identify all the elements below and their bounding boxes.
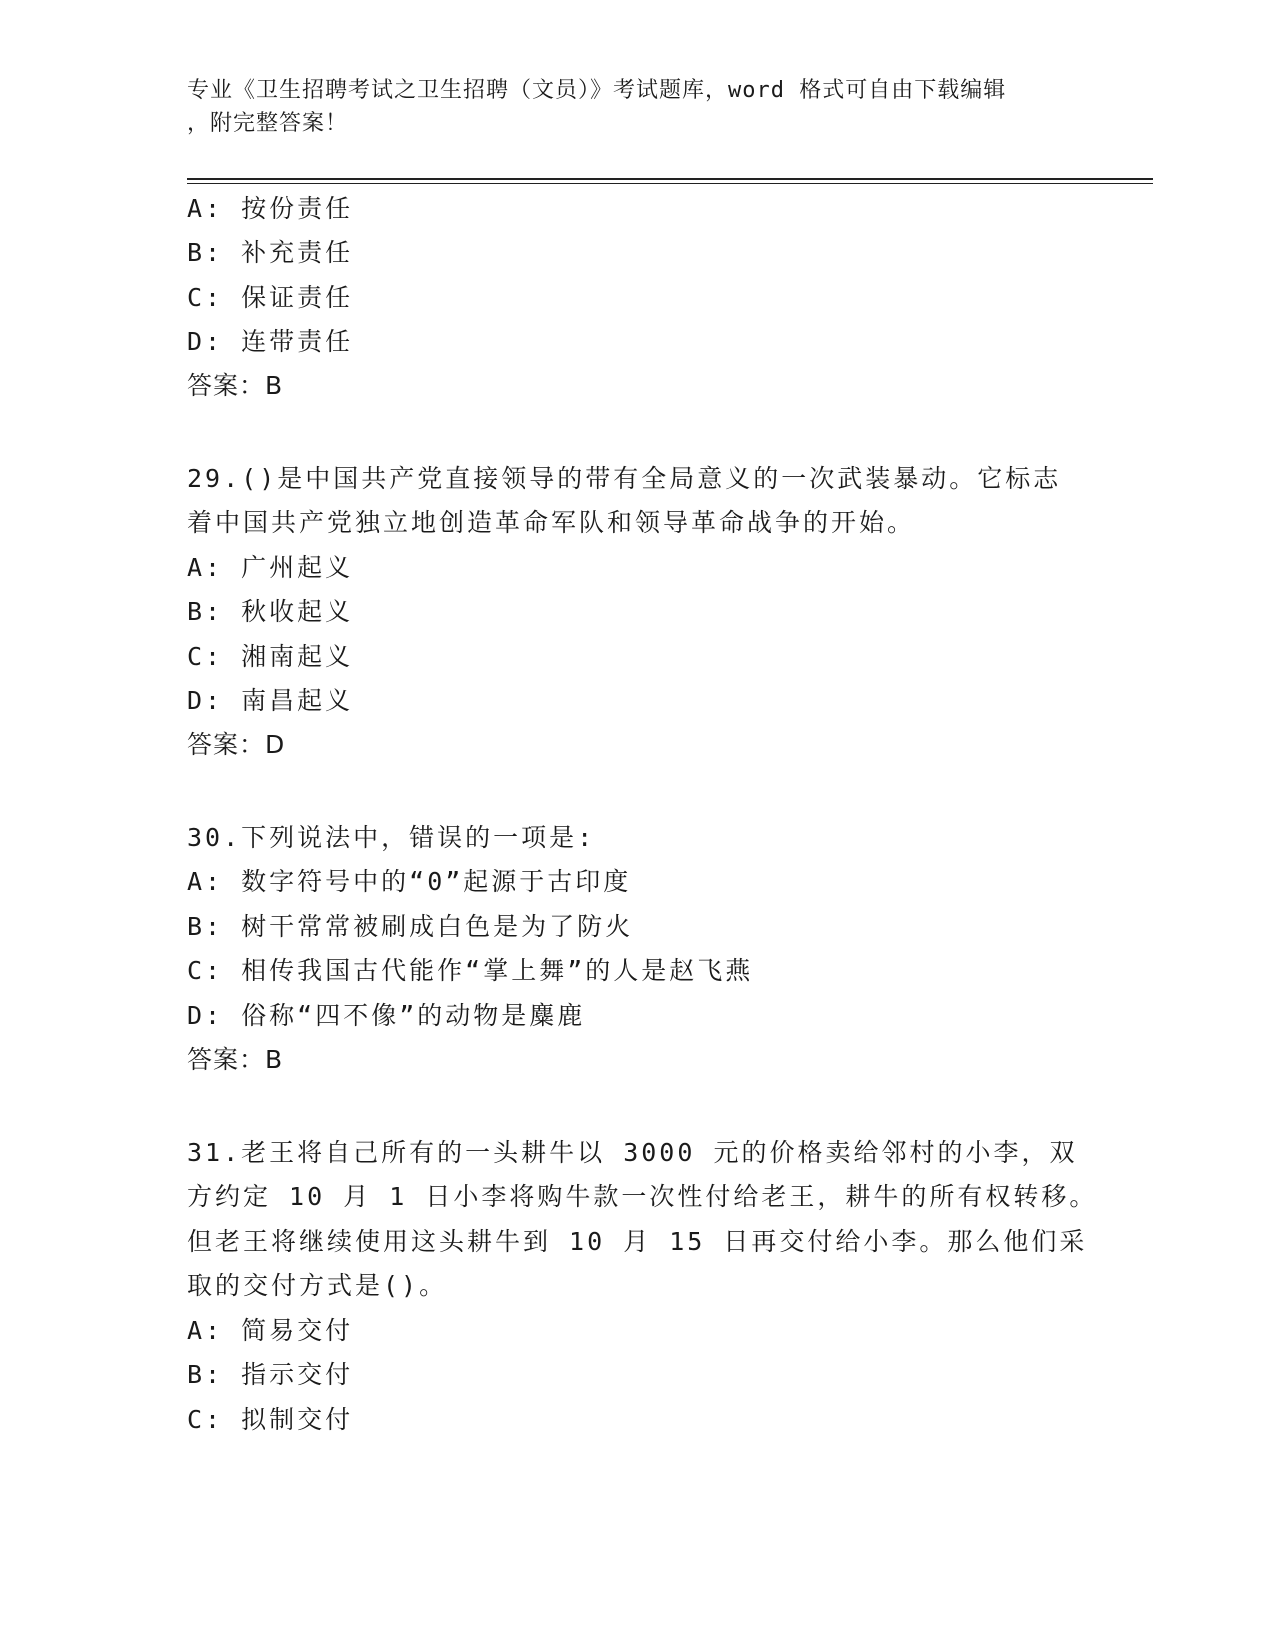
q31-option-a: A: 简易交付 bbox=[187, 1316, 354, 1345]
q31-stem-line-3: 但老王将继续使用这头耕牛到 10 月 15 日再交付给小李。那么他们采 bbox=[187, 1227, 1088, 1256]
prev-option-b: B: 补充责任 bbox=[187, 238, 354, 267]
q31-option-c: C: 拟制交付 bbox=[187, 1405, 354, 1434]
q30-option-d: D: 俗称“四不像”的动物是麋鹿 bbox=[187, 1001, 586, 1030]
q29-option-c: C: 湘南起义 bbox=[187, 642, 354, 671]
prev-option-a: A: 按份责任 bbox=[187, 194, 354, 223]
q31-stem-line-4: 取的交付方式是()。 bbox=[187, 1271, 448, 1300]
q31-option-b: B: 指示交付 bbox=[187, 1360, 354, 1389]
q31-stem-line-1: 31.老王将自己所有的一头耕牛以 3000 元的价格卖给邻村的小李，双 bbox=[187, 1138, 1078, 1167]
q29-stem-line-2: 着中国共产党独立地创造革命军队和领导革命战争的开始。 bbox=[187, 508, 916, 537]
header-line-2: ，附完整答案！ bbox=[187, 111, 349, 136]
q30-option-a: A: 数字符号中的“0”起源于古印度 bbox=[187, 867, 632, 896]
q30-stem: 30.下列说法中，错误的一项是: bbox=[187, 823, 596, 852]
q29-answer: 答案：D bbox=[187, 730, 286, 759]
prev-option-d: D: 连带责任 bbox=[187, 327, 354, 356]
q29-stem-line-1: 29.()是中国共产党直接领导的带有全局意义的一次武装暴动。它标志 bbox=[187, 464, 1062, 493]
header-divider-thin bbox=[187, 183, 1153, 184]
q29-option-a: A: 广州起义 bbox=[187, 553, 354, 582]
q30-option-c: C: 相传我国古代能作“掌上舞”的人是赵飞燕 bbox=[187, 956, 754, 985]
q29-option-d: D: 南昌起义 bbox=[187, 686, 354, 715]
header-line-1: 专业《卫生招聘考试之卫生招聘（文员）》考试题库，word 格式可自由下载编辑 bbox=[187, 78, 1007, 103]
document-header bbox=[187, 74, 1067, 140]
header-divider-thick bbox=[187, 178, 1153, 180]
prev-answer: 答案：B bbox=[187, 371, 284, 400]
prev-option-c: C: 保证责任 bbox=[187, 283, 354, 312]
q30-answer: 答案：B bbox=[187, 1045, 284, 1074]
q29-option-b: B: 秋收起义 bbox=[187, 597, 354, 626]
q31-stem-line-2: 方约定 10 月 1 日小李将购牛款一次性付给老王，耕牛的所有权转移。 bbox=[187, 1182, 1098, 1211]
q30-option-b: B: 树干常常被刷成白色是为了防火 bbox=[187, 912, 634, 941]
